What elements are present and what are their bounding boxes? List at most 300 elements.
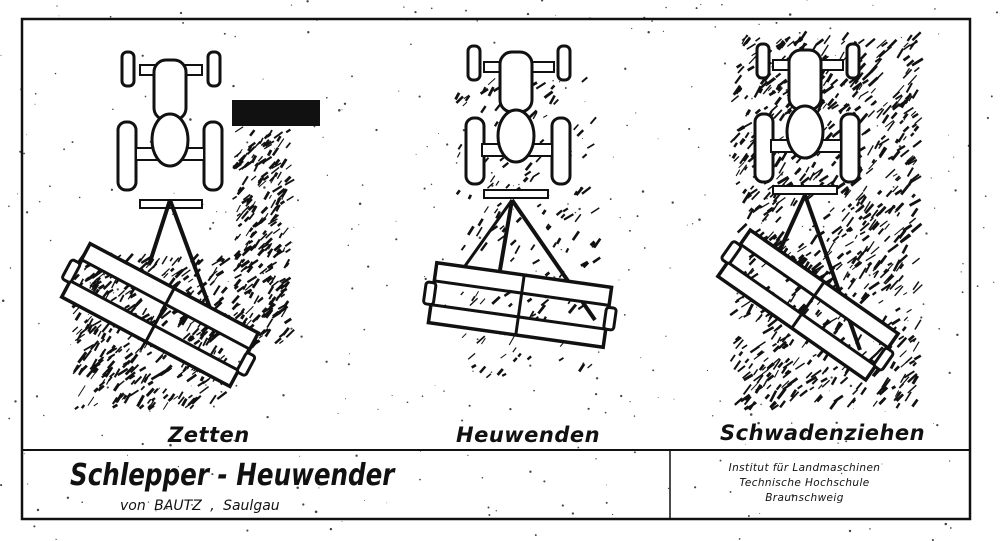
hay-stroke bbox=[868, 145, 874, 155]
speckle-dot bbox=[59, 15, 60, 16]
hay-stroke bbox=[265, 135, 268, 138]
speckle-dot bbox=[433, 206, 435, 208]
hay-stroke bbox=[743, 189, 746, 193]
hay-stroke bbox=[808, 360, 811, 364]
hay-stroke bbox=[896, 308, 901, 311]
hay-stroke bbox=[909, 218, 915, 223]
speckle-dot bbox=[438, 133, 439, 134]
hay-stroke bbox=[856, 205, 864, 213]
speckle-dot bbox=[983, 227, 984, 228]
speckle-dot bbox=[344, 103, 346, 105]
hay-stroke bbox=[553, 243, 556, 248]
hay-stroke bbox=[790, 339, 794, 345]
hay-stroke bbox=[857, 202, 859, 206]
speckle-dot bbox=[351, 75, 353, 77]
hay-stroke bbox=[851, 207, 855, 209]
hay-stroke bbox=[217, 392, 226, 399]
speckle-dot bbox=[117, 288, 119, 290]
hay-stroke bbox=[73, 327, 78, 332]
speckle-dot bbox=[518, 184, 520, 186]
hay-stroke bbox=[734, 361, 740, 370]
hay-stroke bbox=[579, 364, 584, 372]
hay-stroke bbox=[733, 153, 736, 158]
hay-stroke bbox=[737, 64, 742, 67]
hay-stroke bbox=[892, 387, 896, 389]
hay-stroke bbox=[868, 111, 874, 118]
speckle-dot bbox=[567, 203, 569, 205]
hay-stroke bbox=[496, 181, 499, 186]
hay-stroke bbox=[94, 403, 98, 406]
speckle-dot bbox=[326, 97, 328, 99]
speckle-dot bbox=[39, 201, 41, 203]
hay-stroke bbox=[891, 362, 895, 369]
speckle-dot bbox=[584, 101, 585, 102]
speckle-dot bbox=[482, 477, 484, 479]
hay-stroke bbox=[102, 323, 109, 332]
hay-stroke bbox=[93, 321, 102, 326]
hay-stroke bbox=[828, 121, 832, 126]
hay-stroke bbox=[806, 372, 812, 378]
speckle-dot bbox=[425, 278, 427, 280]
speckle-dot bbox=[446, 143, 448, 145]
speckle-dot bbox=[535, 534, 537, 536]
hay-stroke bbox=[897, 212, 899, 216]
hay-stroke bbox=[867, 241, 874, 252]
speckle-dot bbox=[642, 190, 645, 193]
speckle-dot bbox=[338, 109, 341, 112]
hay-stroke bbox=[859, 216, 862, 219]
hay-stroke bbox=[901, 362, 906, 367]
speckle-dot bbox=[424, 188, 426, 190]
hay-stroke bbox=[250, 292, 253, 298]
speckle-dot bbox=[872, 5, 873, 6]
speckle-dot bbox=[704, 194, 705, 195]
hay-stroke bbox=[863, 221, 866, 225]
hay-stroke bbox=[806, 167, 809, 173]
hay-stroke bbox=[911, 133, 914, 136]
speckle-dot bbox=[479, 236, 482, 239]
hay-stroke bbox=[886, 169, 895, 178]
speckle-dot bbox=[232, 85, 234, 87]
hay-stroke bbox=[543, 115, 547, 117]
hay-stroke bbox=[194, 340, 200, 344]
hay-stroke bbox=[861, 53, 867, 59]
speckle-dot bbox=[8, 418, 10, 420]
speckle-dot bbox=[736, 292, 738, 294]
hay-stroke bbox=[764, 107, 768, 109]
speckle-dot bbox=[307, 31, 309, 33]
hay-stroke bbox=[525, 172, 531, 176]
speckle-dot bbox=[282, 394, 284, 396]
hay-stroke bbox=[104, 281, 112, 289]
hay-stroke bbox=[216, 271, 223, 275]
speckle-dot bbox=[107, 386, 109, 388]
hay-stroke bbox=[896, 139, 898, 143]
speckle-dot bbox=[936, 424, 938, 426]
speckle-dot bbox=[739, 538, 741, 540]
speckle-dot bbox=[552, 80, 554, 82]
hay-stroke bbox=[778, 363, 782, 368]
hay-stroke bbox=[749, 56, 756, 64]
speckle-dot bbox=[535, 270, 536, 271]
hay-stroke bbox=[557, 238, 560, 244]
speckle-dot bbox=[424, 276, 425, 277]
hay-stroke bbox=[915, 118, 922, 124]
hay-stroke bbox=[763, 327, 774, 333]
hay-stroke bbox=[237, 205, 241, 212]
speckle-dot bbox=[37, 509, 39, 511]
speckle-dot bbox=[758, 24, 759, 25]
hay-stroke bbox=[810, 387, 814, 390]
hay-stroke bbox=[141, 386, 144, 390]
hay-stroke bbox=[551, 85, 554, 89]
hay-stroke bbox=[156, 355, 163, 362]
hay-stroke bbox=[284, 301, 288, 307]
hay-stroke bbox=[221, 355, 225, 358]
speckle-dot bbox=[367, 265, 369, 267]
hay-stroke bbox=[767, 78, 775, 84]
hay-stroke bbox=[892, 319, 900, 324]
hay-stroke bbox=[904, 56, 910, 60]
speckle-dot bbox=[612, 514, 613, 515]
hay-stroke bbox=[775, 97, 781, 104]
speckle-dot bbox=[14, 400, 16, 402]
hay-stroke bbox=[836, 93, 839, 97]
hay-stroke bbox=[486, 374, 491, 378]
speckle-dot bbox=[263, 186, 266, 189]
hay-stroke bbox=[776, 217, 781, 222]
hay-stroke bbox=[779, 162, 785, 173]
speckle-dot bbox=[672, 201, 674, 203]
speckle-dot bbox=[396, 221, 397, 222]
speckle-dot bbox=[203, 204, 204, 205]
hay-stroke bbox=[908, 168, 913, 177]
hay-stroke bbox=[463, 102, 467, 106]
speckle-dot bbox=[26, 134, 27, 135]
speckle-dot bbox=[43, 415, 44, 416]
hay-stroke bbox=[899, 384, 903, 389]
hay-stroke bbox=[912, 59, 923, 66]
institute-line-2: Technische Hochschule bbox=[739, 477, 870, 489]
speckle-dot bbox=[90, 282, 91, 283]
hay-stroke bbox=[799, 243, 804, 247]
speckle-dot bbox=[509, 408, 511, 410]
hay-stroke bbox=[912, 124, 916, 127]
caption-schwadenziehen: Schwadenziehen bbox=[720, 421, 926, 445]
hay-stroke bbox=[208, 274, 213, 281]
speckle-dot bbox=[142, 443, 144, 445]
hay-stroke bbox=[751, 186, 754, 189]
tractor-heuwenden bbox=[466, 46, 570, 198]
hay-stroke bbox=[457, 152, 460, 157]
hay-stroke bbox=[126, 349, 129, 353]
speckle-dot bbox=[488, 514, 490, 516]
speckle-dot bbox=[751, 98, 753, 100]
hay-stroke bbox=[528, 356, 532, 359]
speckle-dot bbox=[985, 195, 987, 197]
hay-stroke bbox=[200, 332, 205, 339]
speckle-dot bbox=[925, 232, 927, 234]
hay-stroke bbox=[509, 304, 512, 307]
speckle-dot bbox=[513, 209, 514, 210]
speckle-dot bbox=[562, 504, 564, 506]
speckle-dot bbox=[873, 341, 874, 342]
speckle-dot bbox=[330, 528, 332, 530]
hay-stroke bbox=[190, 405, 194, 409]
hay-stroke bbox=[569, 305, 576, 314]
speckle-dot bbox=[828, 201, 830, 203]
speckle-dot bbox=[700, 4, 701, 5]
speckle-dot bbox=[901, 37, 902, 38]
hay-stroke bbox=[563, 208, 568, 211]
hay-stroke bbox=[894, 236, 900, 243]
hay-stroke bbox=[511, 240, 516, 245]
hay-stroke bbox=[246, 320, 251, 326]
hay-stroke bbox=[843, 33, 849, 41]
speckle-dot bbox=[647, 31, 649, 33]
speckle-dot bbox=[407, 401, 409, 403]
hay-stroke bbox=[98, 386, 104, 391]
hay-stroke bbox=[147, 352, 152, 355]
hay-stroke bbox=[742, 345, 747, 349]
hay-stroke bbox=[736, 170, 740, 176]
hay-stroke bbox=[901, 185, 908, 194]
hay-stroke bbox=[285, 242, 291, 246]
hay-stroke bbox=[489, 87, 494, 96]
caption-heuwenden: Heuwenden bbox=[456, 423, 601, 447]
speckle-dot bbox=[949, 372, 951, 374]
hay-stroke bbox=[778, 389, 786, 399]
speckle-dot bbox=[419, 479, 421, 481]
speckle-dot bbox=[81, 501, 83, 503]
hay-stroke bbox=[143, 308, 147, 315]
speckle-dot bbox=[337, 413, 338, 414]
speckle-dot bbox=[715, 26, 717, 28]
hay-stroke bbox=[233, 196, 237, 199]
speckle-dot bbox=[315, 511, 318, 514]
speckle-dot bbox=[398, 91, 399, 92]
hay-stroke bbox=[832, 130, 840, 137]
speckle-dot bbox=[923, 303, 925, 305]
hay-stroke bbox=[913, 363, 916, 366]
speckle-dot bbox=[416, 154, 417, 155]
hay-stroke bbox=[120, 295, 124, 302]
speckle-dot bbox=[342, 109, 343, 110]
speckle-dot bbox=[624, 314, 626, 316]
speckle-dot bbox=[351, 287, 353, 289]
hay-stroke bbox=[747, 44, 756, 49]
hay-stroke bbox=[281, 159, 287, 168]
hay-stroke bbox=[798, 385, 803, 388]
speckle-dot bbox=[63, 148, 65, 150]
hay-stroke bbox=[888, 40, 897, 49]
hay-stroke bbox=[477, 227, 482, 236]
hay-stroke bbox=[909, 179, 913, 185]
speckle-dot bbox=[127, 455, 128, 456]
illustration-heuwenden bbox=[421, 46, 619, 378]
hay-stroke bbox=[769, 92, 775, 96]
hay-stroke bbox=[107, 336, 111, 342]
hay-stroke bbox=[286, 165, 292, 170]
hay-stroke bbox=[82, 405, 84, 408]
hay-stroke bbox=[754, 369, 758, 375]
hay-stroke bbox=[897, 49, 903, 58]
hay-stroke bbox=[881, 136, 885, 140]
speckle-dot bbox=[216, 211, 217, 212]
speckle-dot bbox=[377, 409, 378, 410]
hay-stroke bbox=[182, 399, 186, 406]
drawing-title: Schlepper - Heuwender bbox=[70, 458, 395, 493]
hay-stroke bbox=[537, 204, 541, 207]
speckle-dot bbox=[977, 285, 979, 287]
speckle-dot bbox=[869, 528, 871, 530]
speckle-dot bbox=[829, 390, 830, 391]
speckle-dot bbox=[707, 370, 708, 371]
hay-stroke bbox=[501, 354, 507, 358]
hay-stroke bbox=[907, 83, 912, 93]
hay-stroke bbox=[767, 385, 771, 389]
hay-stroke bbox=[124, 395, 126, 399]
speckle-dot bbox=[629, 230, 631, 232]
hay-stroke bbox=[731, 355, 735, 362]
hay-stroke bbox=[495, 122, 498, 127]
speckle-dot bbox=[513, 185, 514, 186]
hay-stroke bbox=[774, 325, 782, 332]
hay-stroke bbox=[269, 286, 274, 294]
hay-stroke bbox=[502, 374, 506, 376]
speckle-dot bbox=[933, 423, 934, 424]
speckle-dot bbox=[961, 271, 962, 272]
speckle-dot bbox=[674, 399, 675, 400]
hay-stroke bbox=[787, 41, 794, 47]
hay-stroke bbox=[903, 225, 912, 231]
hay-stroke bbox=[855, 235, 857, 239]
hay-stroke bbox=[540, 140, 544, 143]
speckle-dot bbox=[36, 395, 38, 397]
hay-stroke bbox=[278, 223, 282, 226]
speckle-dot bbox=[191, 385, 192, 386]
hay-stroke bbox=[245, 217, 249, 221]
hay-stroke bbox=[148, 399, 151, 403]
hay-stroke bbox=[140, 367, 146, 371]
speckle-dot bbox=[392, 395, 393, 396]
hay-stroke bbox=[913, 141, 921, 147]
hay-stroke bbox=[163, 389, 167, 394]
hay-stroke bbox=[269, 282, 273, 285]
speckle-dot bbox=[696, 7, 698, 9]
hay-stroke bbox=[733, 133, 740, 140]
hay-stroke bbox=[110, 373, 115, 377]
hay-stroke bbox=[883, 115, 889, 123]
speckle-dot bbox=[149, 411, 150, 412]
hay-stroke bbox=[735, 398, 743, 405]
hay-stroke bbox=[873, 292, 876, 295]
hay-stroke bbox=[184, 276, 189, 280]
speckle-dot bbox=[729, 154, 731, 156]
hay-stroke bbox=[837, 155, 840, 160]
speckle-dot bbox=[950, 527, 952, 529]
hay-stroke bbox=[469, 195, 471, 199]
speckle-dot bbox=[323, 137, 324, 138]
speckle-dot bbox=[465, 10, 467, 12]
hay-stroke bbox=[912, 32, 920, 40]
hay-stroke bbox=[98, 331, 101, 336]
speckle-dot bbox=[698, 218, 701, 221]
speckle-dot bbox=[476, 20, 477, 21]
hay-stroke bbox=[214, 286, 220, 296]
speckle-dot bbox=[698, 147, 700, 149]
hay-stroke bbox=[775, 370, 779, 378]
hay-stroke bbox=[75, 407, 79, 410]
speckle-dot bbox=[948, 135, 949, 136]
hay-stroke bbox=[881, 256, 887, 264]
hay-stroke bbox=[847, 217, 854, 226]
hay-stroke bbox=[186, 287, 192, 291]
speckle-dot bbox=[856, 278, 857, 279]
speckle-dot bbox=[830, 376, 832, 378]
hay-stroke bbox=[172, 394, 175, 398]
speckle-dot bbox=[461, 419, 463, 421]
speckle-dot bbox=[427, 146, 428, 147]
speckle-dot bbox=[26, 211, 28, 213]
speckle-dot bbox=[582, 138, 583, 139]
speckle-dot bbox=[629, 401, 630, 402]
hay-stroke bbox=[892, 151, 899, 160]
hay-stroke bbox=[888, 245, 898, 253]
hay-stroke bbox=[915, 126, 919, 131]
hay-stroke bbox=[745, 96, 748, 99]
hay-stroke bbox=[825, 368, 828, 372]
hay-stroke bbox=[806, 252, 811, 255]
speckle-dot bbox=[533, 390, 535, 392]
hay-stroke bbox=[879, 398, 885, 404]
hay-stroke bbox=[770, 391, 776, 402]
hay-stroke bbox=[776, 74, 781, 78]
hay-stroke bbox=[860, 232, 865, 235]
speckle-dot bbox=[555, 15, 556, 16]
speckle-dot bbox=[302, 503, 304, 505]
hay-stroke bbox=[88, 397, 94, 406]
hay-stroke bbox=[495, 209, 498, 214]
hay-stroke bbox=[782, 334, 789, 343]
hay-stroke bbox=[234, 152, 241, 158]
speckle-dot bbox=[209, 228, 211, 230]
hay-stroke bbox=[795, 363, 804, 369]
hay-stroke bbox=[821, 378, 827, 382]
hay-stroke bbox=[904, 108, 914, 114]
hay-stroke bbox=[476, 291, 479, 296]
hay-stroke bbox=[883, 105, 891, 114]
hay-stroke bbox=[280, 233, 283, 238]
hay-stroke bbox=[249, 213, 254, 219]
hay-stroke bbox=[912, 208, 918, 216]
hay-stroke bbox=[774, 110, 782, 119]
hay-stroke bbox=[526, 163, 532, 170]
speckle-dot bbox=[456, 162, 458, 164]
speckle-dot bbox=[605, 412, 607, 414]
hay-stroke bbox=[912, 258, 919, 264]
hay-stroke bbox=[829, 243, 833, 250]
hay-stroke bbox=[219, 348, 223, 353]
hay-stroke bbox=[162, 256, 167, 264]
hay-stroke bbox=[780, 401, 785, 408]
hay-stroke bbox=[832, 377, 836, 385]
hay-stroke bbox=[780, 114, 785, 121]
speckle-dot bbox=[359, 203, 362, 206]
hay-stroke bbox=[846, 251, 851, 254]
hay-stroke bbox=[94, 388, 98, 392]
hay-stroke bbox=[863, 186, 867, 192]
